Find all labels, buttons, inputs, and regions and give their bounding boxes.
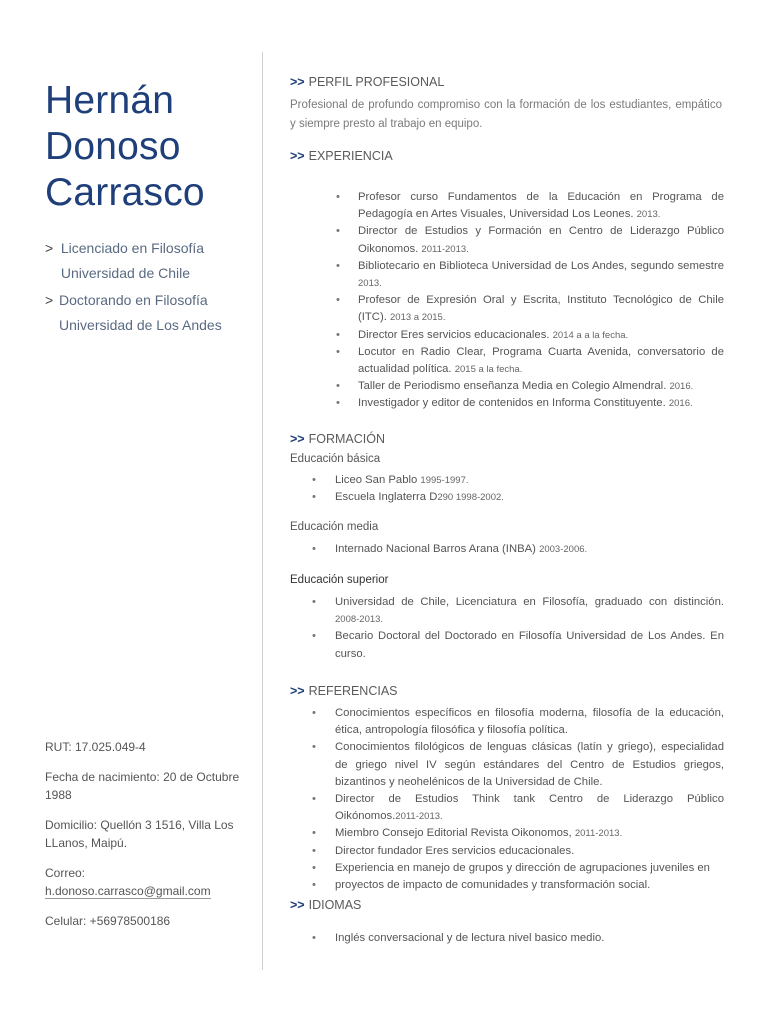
section-formacion-label: FORMACIÓN xyxy=(308,432,385,446)
list-item xyxy=(290,489,724,506)
list-item xyxy=(290,327,724,344)
languages-list xyxy=(290,930,724,947)
item-text: Locutor en Radio Clear, Programa Cuarta Avenida, conversatorio de actualidad política. xyxy=(358,345,724,376)
item-date: 2011-2013. xyxy=(574,828,623,840)
item-date: 290 1998-2002. xyxy=(437,492,504,504)
degree-item xyxy=(45,288,260,337)
item-date: 2011-2013. xyxy=(421,243,469,255)
section-formacion-title xyxy=(290,432,385,446)
email-block xyxy=(45,864,260,901)
column-divider xyxy=(262,52,263,970)
item-text: Investigador y editor de contenidos en Informa Constituyente. xyxy=(358,397,669,410)
list-item xyxy=(290,825,724,842)
list-item xyxy=(290,541,724,558)
item-date: 2016. xyxy=(669,381,694,393)
list-item xyxy=(290,628,724,662)
section-marker: >> xyxy=(290,75,305,89)
birth-date: Fecha de nacimiento: 20 de Octubre 1988 xyxy=(45,769,240,802)
section-idiomas-label: IDIOMAS xyxy=(308,898,362,912)
name-surname-1: Donoso xyxy=(45,125,181,168)
section-marker: >> xyxy=(290,149,305,163)
item-date: 2003-2006. xyxy=(539,544,588,555)
item-text: Inglés conversacional y de lectura nivel basico medio. xyxy=(335,932,605,944)
section-marker: >> xyxy=(290,684,305,698)
list-item xyxy=(290,395,724,412)
degree-list xyxy=(45,236,260,340)
item-text: Taller de Periodismo enseñanza Media en Colegio Almendral. xyxy=(358,380,670,393)
address: Domicilio: Quellón 3 1516, Villa Los LLanos, Maipú. xyxy=(45,817,234,850)
media-label: Educación media xyxy=(290,521,379,533)
item-text: Becario Doctoral del Doctorado en Filosofía Universidad de Los Andes. En curso. xyxy=(335,630,724,660)
item-text: Profesor de Expresión Oral y Escrita, Instituto Tecnológico de Chile (ITC). xyxy=(358,294,724,324)
email-label: Correo: xyxy=(45,865,86,880)
phone: Celular: +56978500186 xyxy=(45,913,171,928)
name-first: Hernán xyxy=(45,79,175,122)
item-text: Miembro Consejo Editorial Revista Oikonomos, xyxy=(335,827,575,840)
list-item xyxy=(290,791,724,825)
item-text: Internado Nacional Barros Arana (INBA) xyxy=(335,543,540,555)
references-list xyxy=(290,705,724,894)
superior-label: Educación superior xyxy=(290,574,389,586)
list-item xyxy=(290,292,724,326)
item-text: proyectos de impacto de comunidades y transformación social. xyxy=(335,879,651,892)
list-item xyxy=(290,877,724,894)
item-text: Bibliotecario en Biblioteca Universidad de Los Andes, segundo semestre xyxy=(358,259,724,272)
item-text: Experiencia en manejo de grupos y dirección de agrupaciones juveniles en xyxy=(335,861,710,874)
item-text: Director fundador Eres servicios educacionales. xyxy=(335,844,575,857)
item-date: 1995-1997. xyxy=(420,475,469,486)
section-marker: >> xyxy=(290,432,305,446)
degree-item xyxy=(45,236,260,285)
item-text: Director Eres servicios educacionales. xyxy=(358,328,553,341)
section-experiencia-label: EXPERIENCIA xyxy=(308,149,393,163)
item-text: Profesor curso Fundamentos de la Educación en Programa de Pedagogía en Artes Visuales, Universidad Los Leones. xyxy=(358,191,724,221)
item-text: Universidad de Chile, Licenciatura en Filosofía, graduado con distinción. xyxy=(335,596,724,608)
media-list xyxy=(290,541,724,558)
item-text: Director de Estudios y Formación en Centro de Liderazgo Público Oikonomos. xyxy=(358,225,724,255)
section-referencias-title xyxy=(290,684,398,698)
list-item xyxy=(290,472,724,489)
list-item xyxy=(290,189,724,223)
item-date: 2015 a la fecha. xyxy=(454,364,523,376)
item-text: Liceo San Pablo xyxy=(335,474,421,486)
chevron-right-icon: > xyxy=(45,240,54,256)
section-experiencia-title xyxy=(290,149,393,163)
basica-list xyxy=(290,472,724,506)
item-text: Director de Estudios Think tank Centro de Liderazgo Público Oikónomos. xyxy=(335,793,724,823)
rut: RUT: 17.025.049-4 xyxy=(45,740,146,754)
degree-text: Licenciado en Filosofía Universidad de Chile xyxy=(60,240,205,281)
perfil-text: Profesional de profundo compromiso con la formación de los estudiantes, empático y siempre presto al trabajo en equipo. xyxy=(290,99,722,130)
item-date: 2013 a 2015. xyxy=(390,312,446,324)
list-item xyxy=(290,930,724,947)
list-item xyxy=(290,860,724,877)
list-item xyxy=(290,843,724,860)
item-date: 2013. xyxy=(636,209,661,221)
item-date: 2008-2013. xyxy=(335,614,384,626)
section-referencias-label: REFERENCIAS xyxy=(308,684,398,698)
item-date: 2014 a a la fecha. xyxy=(552,329,629,341)
degree-text: Doctorando en Filosofía Universidad de Los Andes xyxy=(59,292,222,333)
section-perfil-title xyxy=(290,75,444,89)
section-marker: >> xyxy=(290,898,305,912)
item-text: Conocimientos filológicos de lenguas clásicas (latín y griego), especialidad de griego nivel IV según estándares del Centro de Estudios griegos, bizantinos y neohelénicos de la Universidad de Chile. xyxy=(335,741,724,788)
list-item xyxy=(290,344,724,378)
email-link[interactable]: h.donoso.carrasco@gmail.com xyxy=(45,884,211,898)
item-date: 2013. xyxy=(358,278,382,290)
item-date: 2011-2013. xyxy=(395,811,443,823)
section-perfil-label: PERFIL PROFESIONAL xyxy=(308,75,445,89)
list-item xyxy=(290,739,724,791)
item-text: Conocimientos específicos en filosofía moderna, filosofía de la educación, ética, antropología filosófica y filosofía política. xyxy=(335,707,724,737)
item-text: Escuela Inglaterra D xyxy=(335,491,438,504)
item-date: 2016. xyxy=(668,398,693,410)
list-item xyxy=(290,223,724,257)
superior-list xyxy=(290,594,724,663)
list-item xyxy=(290,705,724,739)
name-surname-2: Carrasco xyxy=(45,171,205,214)
list-item xyxy=(290,258,724,292)
candidate-name xyxy=(45,78,255,216)
experience-list xyxy=(290,189,724,413)
chevron-right-icon: > xyxy=(45,292,54,308)
list-item xyxy=(290,594,724,628)
section-idiomas-title xyxy=(290,898,361,912)
basica-label: Educación básica xyxy=(290,453,381,465)
contact-info xyxy=(45,738,260,941)
list-item xyxy=(290,378,724,395)
